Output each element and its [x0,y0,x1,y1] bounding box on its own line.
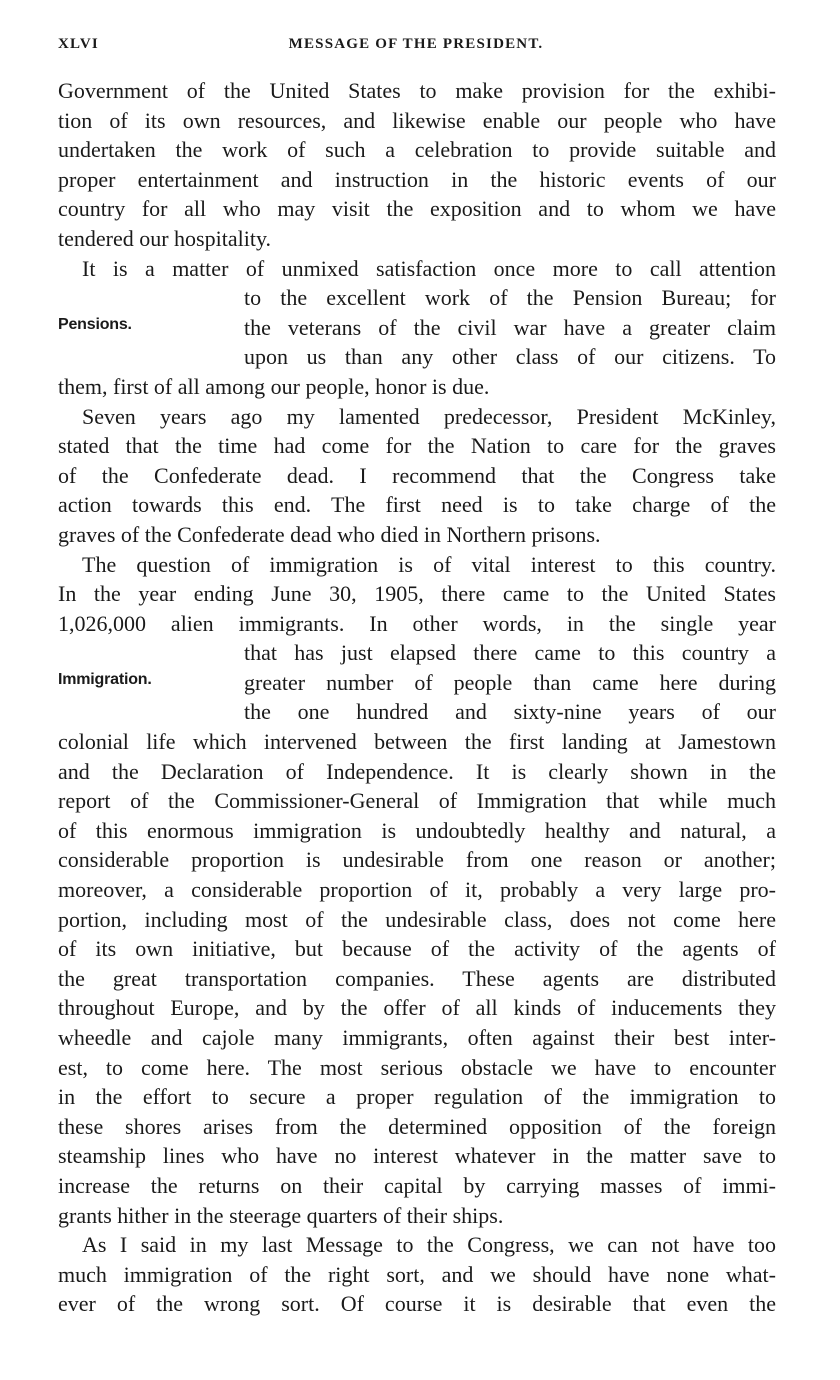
text-line: of this enormous immigration is undoubtedly healthy and natural, a [58,817,776,843]
text-line: colonial life which intervened between the first landing at Jamestown [58,729,776,755]
sidenote-pensions: Pensions. [58,316,132,333]
body-text [58,76,776,1319]
sidenote-immigration: Immigration. [58,671,152,688]
text-line: them, first of all among our people, honor is due. [58,373,490,399]
text-line: steamship lines who have no interest whatever in the matter save to [58,1143,776,1169]
text-line: to the excellent work of the Pension Bureau; for [244,285,776,311]
text-line: ever of the wrong sort. Of course it is desirable that even the [58,1291,776,1317]
text-line: 1,026,000 alien immigrants. In other words, in the single year [58,610,776,636]
text-line: the veterans of the civil war have a greater claim [244,314,776,340]
text-line: The question of immigration is of vital interest to this country. [82,551,776,577]
page-number: XLVI [58,36,99,52]
running-title: MESSAGE OF THE PRESIDENT. [288,36,544,52]
text-line: stated that the time had come for the Nation to care for the graves [58,433,776,459]
text-line: and the Declaration of Independence. It is clearly shown in the [58,758,776,784]
text-line: moreover, a considerable proportion of it, probably a very large pro- [58,877,776,903]
text-line: graves of the Confederate dead who died in Northern prisons. [58,521,601,547]
text-line: upon us than any other class of our citizens. To [244,344,776,370]
text-line: greater number of people than came here during [244,669,776,695]
text-line: much immigration of the right sort, and we should have none what- [58,1261,776,1287]
text-line: undertaken the work of such a celebration to provide suitable and [58,137,776,163]
text-line: in the effort to secure a proper regulation of the immigration to [58,1084,776,1110]
text-line: of its own initiative, but because of the activity of the agents of [58,936,776,962]
text-line: tion of its own resources, and likewise enable our people who have [58,107,776,133]
text-line: throughout Europe, and by the offer of all kinds of inducements they [58,995,776,1021]
text-line: As I said in my last Message to the Congress, we can not have too [82,1232,776,1258]
text-line: the one hundred and sixty-nine years of our [244,699,776,725]
text-line: In the year ending June 30, 1905, there came to the United States [58,581,776,607]
text-line: grants hither in the steerage quarters of their ships. [58,1202,504,1228]
text-line: these shores arises from the determined opposition of the foreign [58,1113,776,1139]
text-line: considerable proportion is undesirable from one reason or another; [58,847,776,873]
text-line: tendered our hospitality. [58,225,272,251]
text-line: report of the Commissioner-General of Immigration that while much [58,788,776,814]
text-line: est, to come here. The most serious obstacle we have to encounter [58,1054,776,1080]
text-line: portion, including most of the undesirable class, does not come here [58,906,776,932]
text-line: Seven years ago my lamented predecessor, President McKinley, [82,403,776,429]
text-line: the great transportation companies. These agents are distributed [58,965,776,991]
text-line: action towards this end. The first need is to take charge of the [58,492,776,518]
text-line: wheedle and cajole many immigrants, often against their best inter- [58,1025,776,1050]
text-line: Government of the United States to make provision for the exhibi- [58,78,776,103]
text-line: that has just elapsed there came to this country a [244,640,776,666]
text-line: proper entertainment and instruction in the historic events of our [58,166,776,192]
text-line: country for all who may visit the exposition and to whom we have [58,196,776,222]
page-header [58,36,774,56]
text-line: It is a matter of unmixed satisfaction once more to call attention [82,255,776,281]
text-line: increase the returns on their capital by carrying masses of immi- [58,1172,776,1198]
text-line: of the Confederate dead. I recommend that the Congress take [58,462,776,488]
